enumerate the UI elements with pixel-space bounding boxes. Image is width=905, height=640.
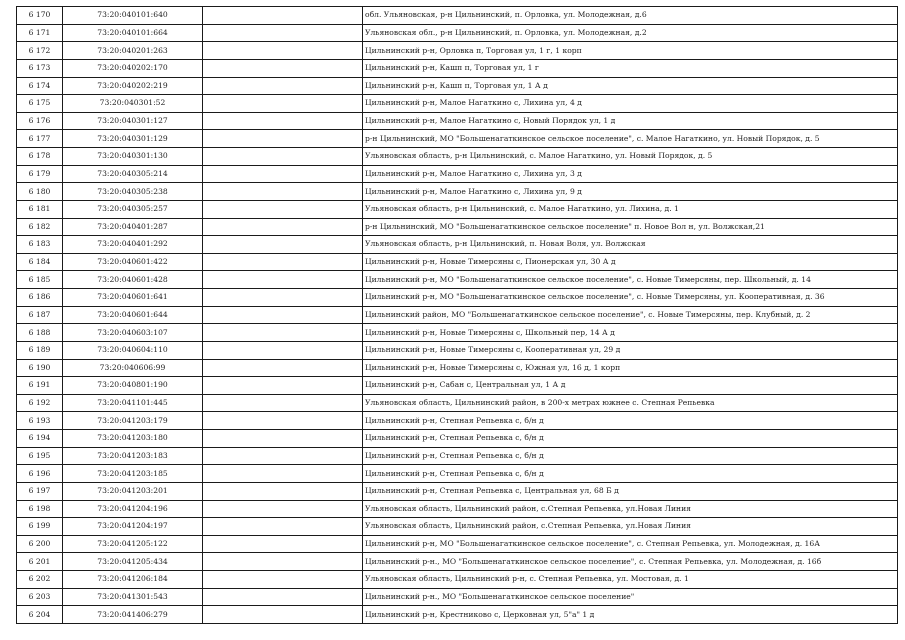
address: Цильнинский р-н, Степная Репьевка с, б/н д [363,430,898,448]
address: Цильнинский р-н, Степная Репьевка с, б/н д [363,412,898,430]
empty-cell [203,271,363,289]
table-row [17,571,898,589]
address: Цильнинский р-н, Малое Нагаткино с, Лихина ул, 3 д [363,165,898,183]
address: Цильнинский р-н, Кашп п, Торговая ул, 1 г [363,59,898,77]
empty-cell [203,7,363,25]
empty-cell [203,606,363,624]
address: Цильнинский р-н, МО "Большенагаткинское сельское поселение", с. Новые Тимерсяны, пер. Школьный, д. 14 [363,271,898,289]
cadastral-number: 73:20:040301:127 [63,112,203,130]
registry-table-body [17,7,898,624]
address: Цильнинский р-н, Кашп п, Торговая ул, 1 А д [363,77,898,95]
address: Ульяновская область, р-н Цильнинский, с. Малое Нагаткино, ул. Лихина, д. 1 [363,200,898,218]
cadastral-number: 73:20:040305:238 [63,183,203,201]
address: Цильнинский р-н, Новые Тимерсяны с, Школьный пер, 14 А д [363,324,898,342]
row-number: 6 200 [17,535,63,553]
cadastral-number: 73:20:040601:422 [63,253,203,271]
row-number: 6 198 [17,500,63,518]
cadastral-number: 73:20:040606:99 [63,359,203,377]
empty-cell [203,306,363,324]
row-number: 6 179 [17,165,63,183]
table-row [17,148,898,166]
table-row [17,24,898,42]
address: Ульяновская область, Цильнинский район, с.Степная Репьевка, ул.Новая Линия [363,500,898,518]
empty-cell [203,236,363,254]
table-row [17,377,898,395]
table-row [17,465,898,483]
address: р-н Цильнинский, МО "Большенагаткинское сельское поселение" п. Новое Вол н, ул. Волжская,21 [363,218,898,236]
table-row [17,7,898,25]
table-row [17,289,898,307]
empty-cell [203,412,363,430]
row-number: 6 171 [17,24,63,42]
cadastral-number: 73:20:041101:445 [63,394,203,412]
table-row [17,482,898,500]
table-row [17,412,898,430]
row-number: 6 192 [17,394,63,412]
row-number: 6 188 [17,324,63,342]
empty-cell [203,500,363,518]
table-row [17,253,898,271]
table-row [17,500,898,518]
address: Цильнинский р-н, Степная Репьевка с, Центральная ул, 68 Б д [363,482,898,500]
cadastral-number: 73:20:041205:122 [63,535,203,553]
cadastral-number: 73:20:041206:184 [63,571,203,589]
row-number: 6 182 [17,218,63,236]
cadastral-number: 73:20:040202:219 [63,77,203,95]
address: Цильнинский р-н., МО "Большенагаткинское сельское поселение", с. Степная Репьевка, ул. Молодежная, д. 16б [363,553,898,571]
cadastral-number: 73:20:041406:279 [63,606,203,624]
empty-cell [203,148,363,166]
empty-cell [203,95,363,113]
empty-cell [203,289,363,307]
cadastral-number: 73:20:040301:130 [63,148,203,166]
address: Цильнинский р-н, Сабан с, Центральная ул, 1 А д [363,377,898,395]
registry-table [16,6,898,624]
row-number: 6 183 [17,236,63,254]
cadastral-number: 73:20:040401:287 [63,218,203,236]
table-row [17,588,898,606]
row-number: 6 197 [17,482,63,500]
empty-cell [203,359,363,377]
cadastral-number: 73:20:040601:644 [63,306,203,324]
row-number: 6 196 [17,465,63,483]
row-number: 6 189 [17,341,63,359]
address: Цильнинский р-н, Степная Репьевка с, б/н д [363,465,898,483]
row-number: 6 190 [17,359,63,377]
cadastral-number: 73:20:041203:185 [63,465,203,483]
row-number: 6 172 [17,42,63,60]
cadastral-number: 73:20:040801:190 [63,377,203,395]
empty-cell [203,553,363,571]
row-number: 6 177 [17,130,63,148]
empty-cell [203,200,363,218]
empty-cell [203,112,363,130]
address: Цильнинский р-н, Новые Тимерсяны с, Кооперативная ул, 29 д [363,341,898,359]
address: Цильнинский р-н, Крестниково с, Церковная ул, 5"а" 1 д [363,606,898,624]
table-row [17,42,898,60]
table-row [17,535,898,553]
row-number: 6 181 [17,200,63,218]
address: Цильнинский р-н, Малое Нагаткино с, Лихина ул, 9 д [363,183,898,201]
table-row [17,130,898,148]
empty-cell [203,465,363,483]
cadastral-number: 73:20:041203:183 [63,447,203,465]
empty-cell [203,218,363,236]
row-number: 6 184 [17,253,63,271]
cadastral-number: 73:20:040202:170 [63,59,203,77]
empty-cell [203,324,363,342]
address: Цильнинский р-н, Новые Тимерсяны с, Южная ул, 16 д, 1 корп [363,359,898,377]
row-number: 6 204 [17,606,63,624]
cadastral-number: 73:20:040305:214 [63,165,203,183]
address: Цильнинский р-н, Орловка п, Торговая ул, 1 г, 1 корп [363,42,898,60]
cadastral-number: 73:20:041203:201 [63,482,203,500]
row-number: 6 203 [17,588,63,606]
cadastral-number: 73:20:040305:257 [63,200,203,218]
table-row [17,77,898,95]
address: Цильнинский р-н, Малое Нагаткино с, Новый Порядок ул, 1 д [363,112,898,130]
empty-cell [203,535,363,553]
address: р-н Цильнинский, МО "Большенагаткинское сельское поселение", с. Малое Нагаткино, ул. Новый Порядок, д. 5 [363,130,898,148]
table-row [17,59,898,77]
row-number: 6 175 [17,95,63,113]
empty-cell [203,59,363,77]
table-row [17,200,898,218]
row-number: 6 170 [17,7,63,25]
empty-cell [203,394,363,412]
table-row [17,518,898,536]
empty-cell [203,253,363,271]
address: Цильнинский р-н, Малое Нагаткино с, Лихина ул, 4 д [363,95,898,113]
cadastral-number: 73:20:041204:196 [63,500,203,518]
cadastral-number: 73:20:040604:110 [63,341,203,359]
table-row [17,95,898,113]
address: Цильнинский район, МО "Большенагаткинское сельское поселение", с. Новые Тимерсяны, пер. Клубный, д. 2 [363,306,898,324]
row-number: 6 176 [17,112,63,130]
row-number: 6 187 [17,306,63,324]
address: Ульяновская область, Цильнинский район, с.Степная Репьевка, ул.Новая Линия [363,518,898,536]
empty-cell [203,165,363,183]
empty-cell [203,377,363,395]
cadastral-number: 73:20:040601:641 [63,289,203,307]
table-row [17,218,898,236]
empty-cell [203,77,363,95]
cadastral-number: 73:20:040201:263 [63,42,203,60]
row-number: 6 194 [17,430,63,448]
cadastral-number: 73:20:040603:107 [63,324,203,342]
address: Ульяновская область, р-н Цильнинский, п. Новая Воля, ул. Волжская [363,236,898,254]
row-number: 6 173 [17,59,63,77]
address: Ульяновская область, р-н Цильнинский, с. Малое Нагаткино, ул. Новый Порядок, д. 5 [363,148,898,166]
address: Цильнинский р-н, Степная Репьевка с, б/н д [363,447,898,465]
table-row [17,447,898,465]
row-number: 6 185 [17,271,63,289]
row-number: 6 186 [17,289,63,307]
empty-cell [203,571,363,589]
empty-cell [203,42,363,60]
table-row [17,394,898,412]
row-number: 6 193 [17,412,63,430]
address: Ульяновская обл., р-н Цильнинский, п. Орловка, ул. Молодежная, д.2 [363,24,898,42]
address: обл. Ульяновская, р-н Цильнинский, п. Орловка, ул. Молодежная, д.6 [363,7,898,25]
table-row [17,553,898,571]
cadastral-number: 73:20:041203:180 [63,430,203,448]
cadastral-number: 73:20:040301:129 [63,130,203,148]
address: Цильнинский р-н, МО "Большенагаткинское сельское поселение", с. Новые Тимерсяны, ул. Кооперативная, д. 36 [363,289,898,307]
table-row [17,183,898,201]
row-number: 6 191 [17,377,63,395]
cadastral-number: 73:20:041205:434 [63,553,203,571]
cadastral-number: 73:20:041203:179 [63,412,203,430]
cadastral-number: 73:20:041301:543 [63,588,203,606]
address: Ульяновская область, Цильнинский район, в 200-х метрах южнее с. Степная Репьевка [363,394,898,412]
table-row [17,359,898,377]
table-row [17,112,898,130]
table-row [17,606,898,624]
empty-cell [203,430,363,448]
row-number: 6 174 [17,77,63,95]
address: Цильнинский р-н, Новые Тимерсяны с, Пионерская ул, 30 А д [363,253,898,271]
address: Ульяновская область, Цильнинский р-н, с. Степная Репьевка, ул. Мостовая, д. 1 [363,571,898,589]
row-number: 6 178 [17,148,63,166]
empty-cell [203,24,363,42]
cadastral-number: 73:20:040101:664 [63,24,203,42]
cadastral-number: 73:20:040401:292 [63,236,203,254]
empty-cell [203,130,363,148]
cadastral-number: 73:20:040301:52 [63,95,203,113]
empty-cell [203,183,363,201]
row-number: 6 199 [17,518,63,536]
table-row [17,324,898,342]
table-row [17,271,898,289]
empty-cell [203,588,363,606]
table-row [17,341,898,359]
table-row [17,306,898,324]
address: Цильнинский р-н., МО "Большенагаткинское сельское поселение" [363,588,898,606]
empty-cell [203,518,363,536]
row-number: 6 195 [17,447,63,465]
empty-cell [203,482,363,500]
empty-cell [203,341,363,359]
address: Цильнинский р-н, МО "Большенагаткинское сельское поселение", с. Степная Репьевка, ул. Молодежная, д. 16А [363,535,898,553]
table-row [17,165,898,183]
row-number: 6 180 [17,183,63,201]
cadastral-number: 73:20:040101:640 [63,7,203,25]
table-row [17,430,898,448]
cadastral-number: 73:20:041204:197 [63,518,203,536]
table-row [17,236,898,254]
row-number: 6 201 [17,553,63,571]
cadastral-number: 73:20:040601:428 [63,271,203,289]
empty-cell [203,447,363,465]
row-number: 6 202 [17,571,63,589]
